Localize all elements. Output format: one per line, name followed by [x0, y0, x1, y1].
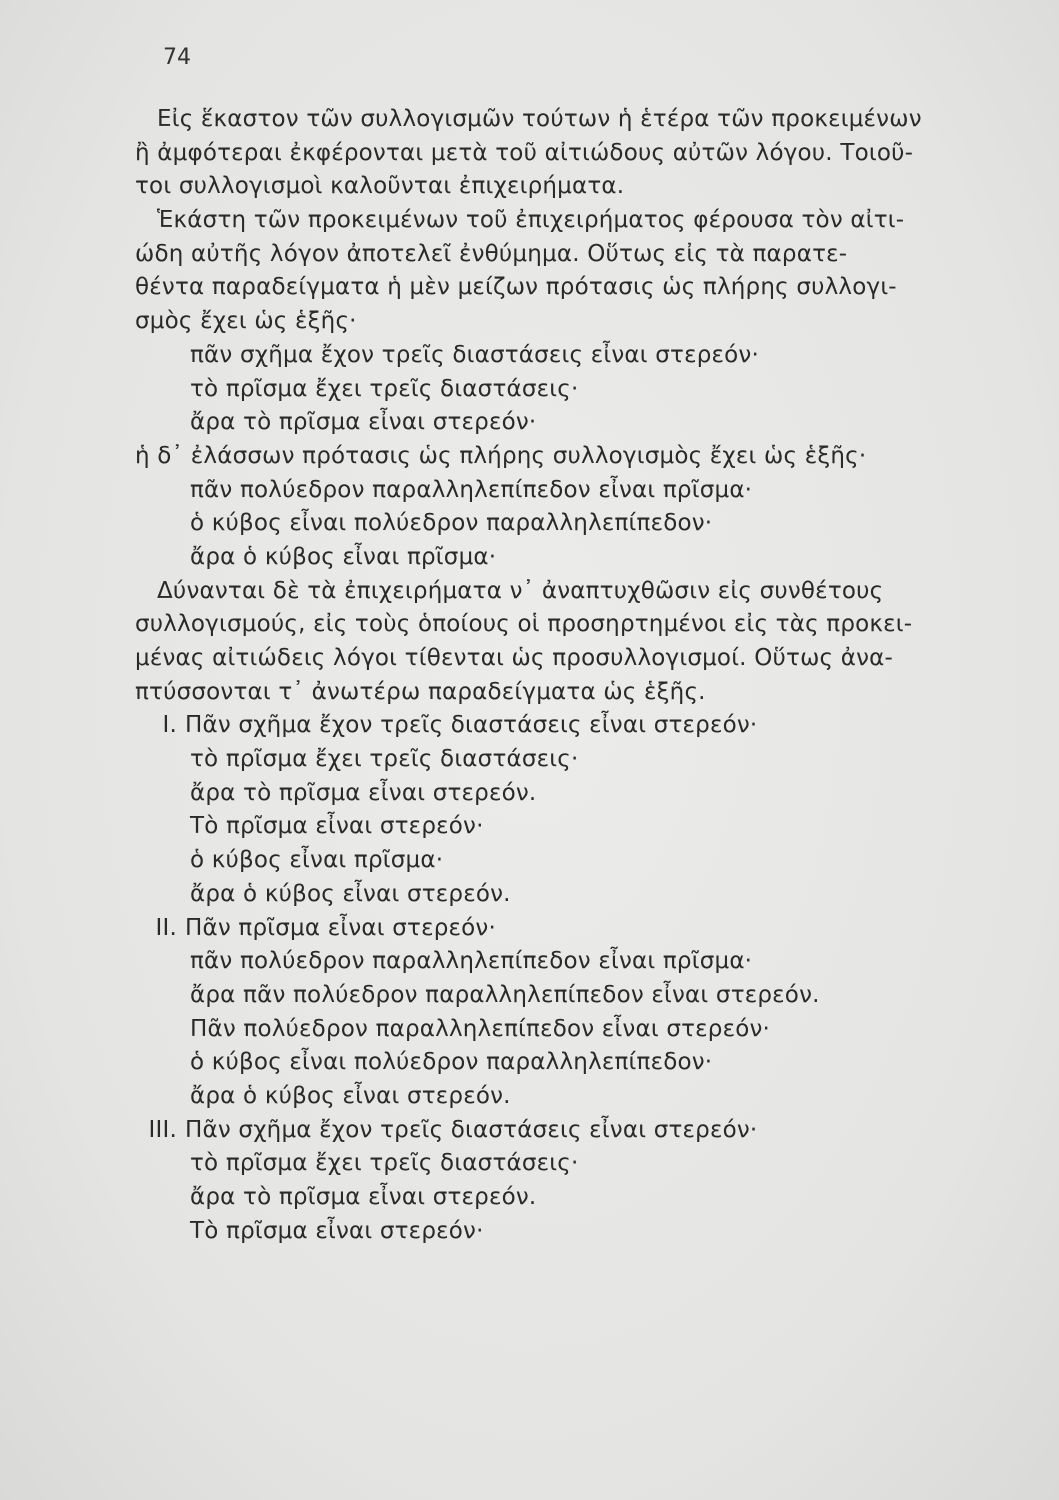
section-numeral: I.: [162, 712, 177, 739]
section-i-line: I. Πᾶν σχῆμα ἔχον τρεῖς διαστάσεις εἶναι στερεόν·: [135, 709, 995, 743]
text-line: θέντα παραδείγματα ἡ μὲν μείζων πρότασις ὡς πλήρης συλλογι-: [135, 274, 897, 301]
text-line: σμὸς ἔχει ὡς ἑξῆς·: [135, 308, 357, 335]
section-ii-line: πᾶν πολύεδρον παραλληλεπίπεδον εἶναι πρῖσμα·: [190, 948, 753, 975]
syllogism-line: ἄρα τὸ πρῖσμα εἶναι στερεόν·: [190, 409, 537, 436]
section-iii-line: ἄρα τὸ πρῖσμα εἶναι στερεόν.: [190, 1184, 537, 1210]
syllogism-line: τὸ πρῖσμα ἔχει τρεῖς διαστάσεις·: [190, 375, 579, 402]
section-iii-line: Τὸ πρῖσμα εἶναι στερεόν·: [190, 1217, 484, 1244]
section-i-line: ἄρα τὸ πρῖσμα εἶναι στερεόν.: [190, 779, 537, 806]
section-numeral: II.: [155, 914, 177, 941]
page-number: 74: [163, 45, 191, 70]
section-ii-line: Πᾶν πολύεδρον παραλληλεπίπεδον εἶναι στερεόν·: [190, 1015, 771, 1042]
section-i-line: τὸ πρῖσμα ἔχει τρεῖς διαστάσεις·: [190, 746, 579, 773]
text-line: συλλογισμούς, εἰς τοὺς ὁποίους οἱ προσηρτημένοι εἰς τὰς προκει-: [135, 611, 913, 638]
section-ii-line: ἄρα πᾶν πολύεδρον παραλληλεπίπεδον εἶναι στερεόν.: [190, 981, 820, 1008]
syllogism-line: ὁ κύβος εἶναι πολύεδρον παραλληλεπίπεδον·: [190, 510, 713, 537]
syllogism-line: ἄρα ὁ κύβος εἶναι πρῖσμα·: [190, 543, 497, 570]
section-iii-line: τὸ πρῖσμα ἔχει τρεῖς διαστάσεις·: [190, 1150, 579, 1177]
text-line: Ἑκάστη τῶν προκειμένων τοῦ ἐπιχειρήματος φέρουσα τὸν αἰτι-: [157, 207, 905, 234]
text-line: Εἰς ἕκαστον τῶν συλλογισμῶν τούτων ἡ ἑτέρα τῶν προκειμένων: [157, 106, 922, 132]
syllogism-line: πᾶν πολύεδρον παραλληλεπίπεδον εἶναι πρῖσμα·: [190, 476, 753, 503]
text-line: ἢ ἀμφότεραι ἐκφέρονται μετὰ τοῦ αἰτιώδους αὐτῶν λόγου. Τοιοῦ-: [135, 139, 914, 166]
text-line: ώδη αὐτῆς λόγον ἀποτελεῖ ἐνθύμημα. Οὕτως εἰς τὰ παρατε-: [135, 240, 848, 267]
section-numeral: III.: [148, 1116, 177, 1143]
text-body: [135, 103, 995, 1248]
section-ii-line: ὁ κύβος εἶναι πολύεδρον παραλληλεπίπεδον·: [190, 1049, 713, 1076]
text-line: τοι συλλογισμοὶ καλοῦνται ἐπιχειρήματα.: [135, 173, 625, 200]
text-line: ἡ δ᾽ ἐλάσσων πρότασις ὡς πλήρης συλλογισμὸς ἔχει ὡς ἑξῆς·: [135, 442, 867, 469]
section-i-line: ἄρα ὁ κύβος εἶναι στερεόν.: [190, 880, 511, 907]
section-iii-line: III. Πᾶν σχῆμα ἔχον τρεῖς διαστάσεις εἶναι στερεόν·: [135, 1114, 995, 1148]
text-line: μένας αἰτιώδεις λόγοι τίθενται ὡς προσυλλογισμοί. Οὕτως ἀνα-: [135, 645, 894, 671]
section-i-line: Τὸ πρῖσμα εἶναι στερεόν·: [190, 813, 484, 840]
text-line: Δύνανται δὲ τὰ ἐπιχειρήματα ν᾽ ἀναπτυχθῶσιν εἰς συνθέτους: [157, 577, 884, 604]
section-i-line: ὁ κύβος εἶναι πρῖσμα·: [190, 847, 444, 874]
syllogism-line: πᾶν σχῆμα ἔχον τρεῖς διαστάσεις εἶναι στερεόν·: [190, 341, 759, 368]
text-line: πτύσσονται τ᾽ ἀνωτέρω παραδείγματα ὡς ἑξῆς.: [135, 678, 706, 705]
section-ii-line: II. Πᾶν πρῖσμα εἶναι στερεόν·: [135, 912, 995, 946]
section-ii-line: ἄρα ὁ κύβος εἶναι στερεόν.: [190, 1082, 511, 1109]
